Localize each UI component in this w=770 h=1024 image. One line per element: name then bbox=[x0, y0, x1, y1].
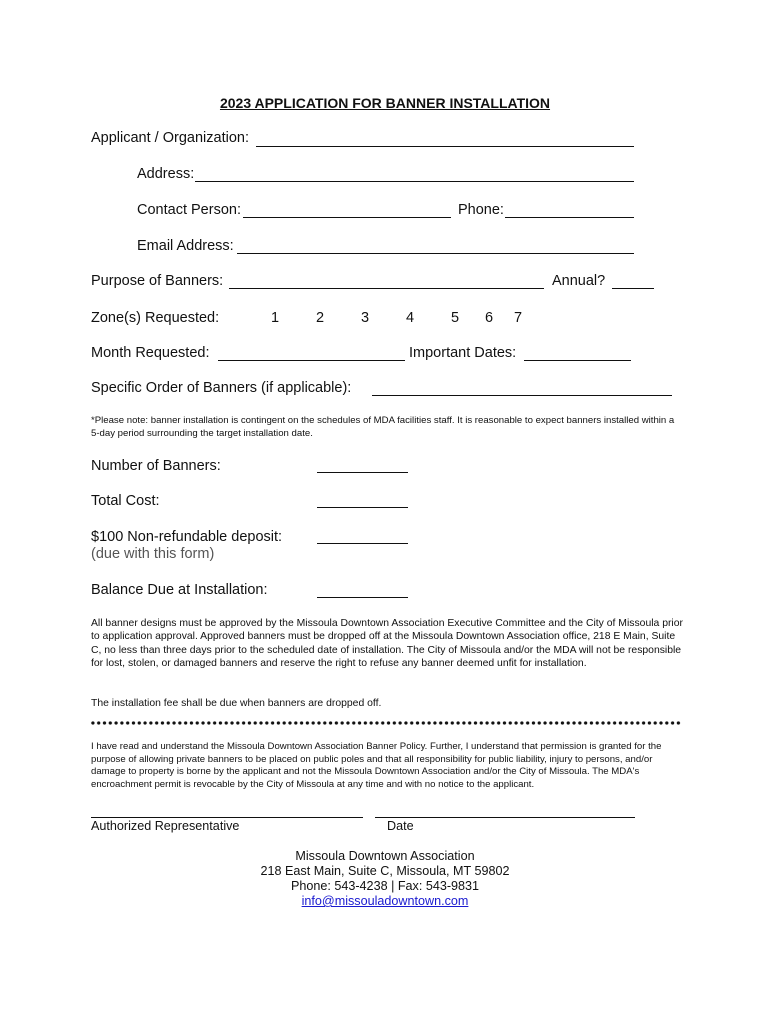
deposit-input[interactable] bbox=[318, 526, 411, 546]
phone-label: Phone: bbox=[458, 202, 504, 218]
dotted-divider bbox=[90, 721, 682, 725]
footer-phone: Phone: 543-4238 | Fax: 543-9831 bbox=[290, 879, 480, 893]
important-dates-label: Important Dates: bbox=[409, 345, 517, 361]
balance-due-label: Balance Due at Installation: bbox=[91, 582, 268, 598]
address-label: Address: bbox=[137, 166, 195, 182]
applicant-input[interactable] bbox=[258, 129, 636, 149]
email-input[interactable] bbox=[239, 236, 636, 256]
month-requested-input[interactable] bbox=[220, 343, 407, 363]
annual-input[interactable] bbox=[613, 271, 657, 291]
policy-paragraph: I have read and understand the Missoula Downtown Association Banner Policy. Further, I understand that permission is granted for the purpose of allowing private banners to be placed on public poles and that all responsibility for public liability, injury to persons, and/or damage to property is borne by the applicant and not the Missoula Downtown Association and/or the City of Missoula. The MDA's encroachment permit is revocable by the City of Missoula at any time and with no notice to the applicant. bbox=[91, 741, 662, 790]
month-requested-label: Month Requested: bbox=[91, 345, 210, 361]
zone-option[interactable]: 5 bbox=[451, 310, 460, 326]
fee-paragraph: The installation fee shall be due when banners are dropped off. bbox=[91, 698, 382, 709]
signature-label: Authorized Representative bbox=[91, 819, 240, 833]
address-input[interactable] bbox=[197, 164, 636, 184]
signature-input[interactable] bbox=[92, 799, 365, 819]
number-of-banners-input[interactable] bbox=[318, 455, 411, 475]
approval-paragraph: All banner designs must be approved by the Missoula Downtown Association Executive Committee and the City of Missoula prior to application approval. Approved banners must be dropped off at the Missoula Downtown Association office, 218 E Main, Suite C, no less than three days prior to the scheduled date of installation. The City of Missoula and/or the MDA will not be responsible for lost, stolen, or damaged banners and reserve the right to refuse any banner deemed unfit for installation. bbox=[91, 618, 683, 670]
date-label: Date bbox=[387, 819, 414, 833]
applicant-label: Applicant / Organization: bbox=[91, 130, 249, 146]
total-cost-input[interactable] bbox=[318, 490, 411, 510]
phone-input[interactable] bbox=[507, 200, 636, 220]
zone-option[interactable]: 4 bbox=[406, 310, 415, 326]
contact-person-label: Contact Person: bbox=[137, 202, 241, 218]
zone-option[interactable]: 6 bbox=[485, 310, 494, 326]
important-dates-input[interactable] bbox=[526, 343, 633, 363]
email-label: Email Address: bbox=[137, 238, 234, 254]
footer-email-link[interactable]: info@missouladowntown.com bbox=[301, 894, 469, 908]
annual-label: Annual? bbox=[552, 273, 606, 289]
purpose-label: Purpose of Banners: bbox=[91, 273, 224, 289]
balance-due-input[interactable] bbox=[318, 580, 411, 600]
zones-label: Zone(s) Requested: bbox=[91, 310, 220, 326]
number-of-banners-label: Number of Banners: bbox=[91, 458, 221, 474]
banner-order-label: Specific Order of Banners (if applicable): bbox=[91, 380, 352, 396]
footer-address: 218 East Main, Suite C, Missoula, MT 59802 bbox=[260, 864, 510, 878]
zone-option[interactable]: 2 bbox=[316, 310, 325, 326]
zone-option[interactable]: 3 bbox=[361, 310, 370, 326]
zone-option[interactable]: 7 bbox=[514, 310, 523, 326]
form-title: 2023 APPLICATION FOR BANNER INSTALLATION bbox=[219, 95, 551, 111]
deposit-note: (due with this form) bbox=[91, 546, 215, 562]
contact-person-input[interactable] bbox=[245, 200, 453, 220]
deposit-label: $100 Non-refundable deposit: bbox=[91, 529, 283, 545]
purpose-input[interactable] bbox=[231, 271, 546, 291]
zone-option[interactable]: 1 bbox=[271, 310, 280, 326]
total-cost-label: Total Cost: bbox=[91, 493, 160, 509]
footer-org: Missoula Downtown Association bbox=[295, 849, 475, 863]
installation-note: *Please note: banner installation is contingent on the schedules of MDA facilities staff. It is reasonable to expect banners installed within a 5-day period surrounding the target installation date. bbox=[91, 415, 675, 439]
banner-order-input[interactable] bbox=[374, 378, 674, 398]
date-input[interactable] bbox=[376, 799, 638, 819]
